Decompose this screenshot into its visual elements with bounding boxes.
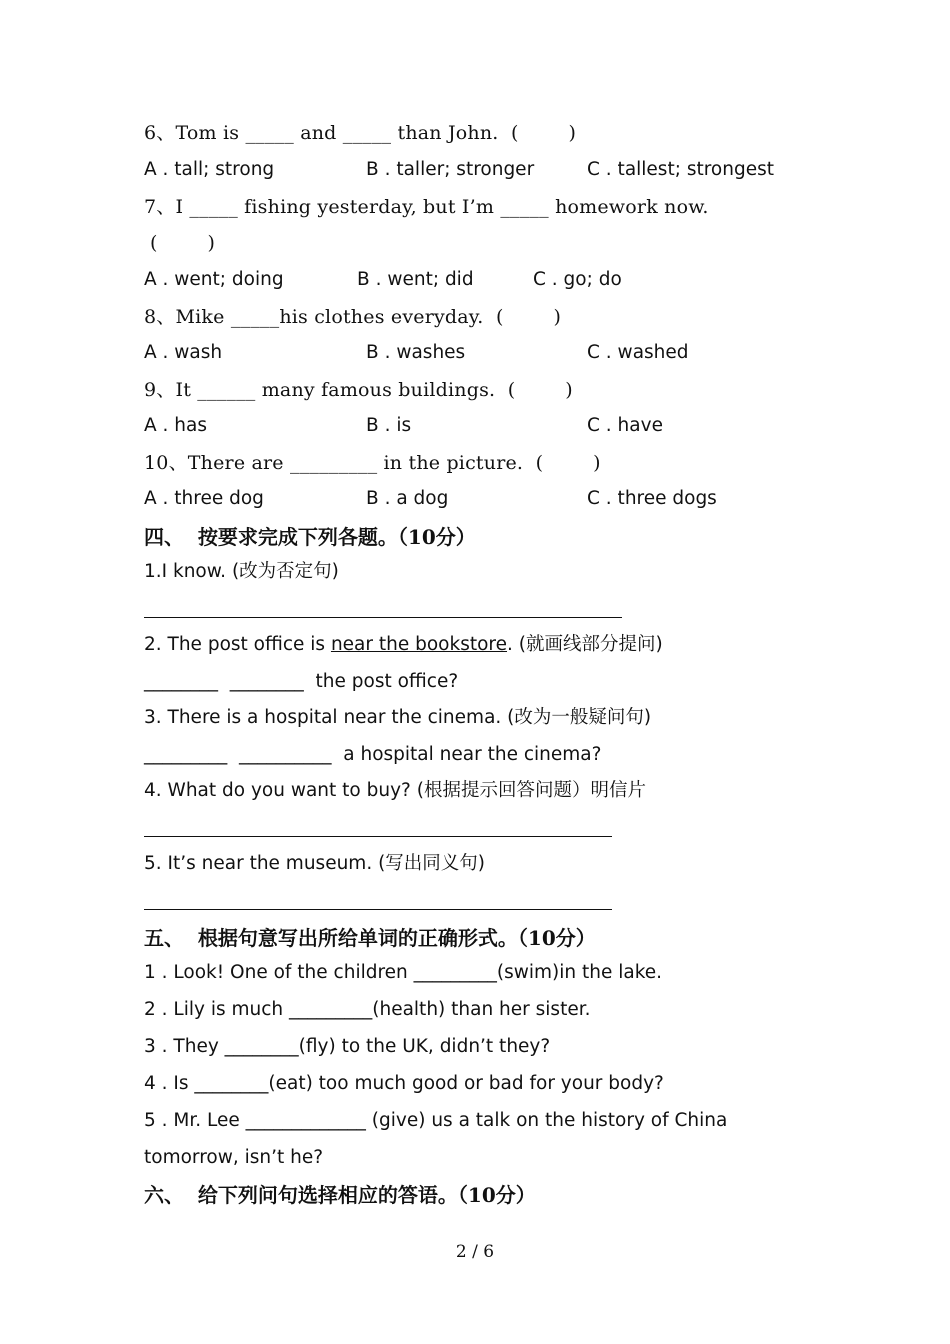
- q8-option-a: A . wash: [144, 342, 223, 363]
- q9-option-c: C . have: [587, 415, 663, 436]
- s4-q2-answer: ________ ________ the post office?: [144, 671, 459, 692]
- question-10: 10、There are _________ in the picture. ( ): [144, 452, 601, 474]
- q8-option-c: C . washed: [587, 342, 689, 363]
- q7-option-b: B . went; did: [357, 269, 474, 290]
- page-number: 2 / 6: [455, 1242, 495, 1262]
- q6-option-a: A . tall; strong: [144, 159, 275, 180]
- q9-option-b: B . is: [366, 415, 412, 436]
- s4-q1-answer-line: [144, 617, 622, 618]
- s4-q5-answer-line: [144, 909, 612, 910]
- question-8: 8、Mike _____his clothes everyday. ( ): [144, 306, 562, 328]
- s5-item-3: 3 . They ________(fly) to the UK, didn’t they?: [144, 1036, 551, 1057]
- question-7-answer-bracket: ( ): [150, 232, 216, 254]
- q10-option-c: C . three dogs: [587, 488, 717, 509]
- q7-option-a: A . went; doing: [144, 269, 284, 290]
- s5-item-4: 4 . Is ________(eat) too much good or bad for your body?: [144, 1073, 664, 1094]
- q7-option-c: C . go; do: [533, 269, 622, 290]
- s4-question-5: 5. It’s near the museum. (写出同义句): [144, 853, 486, 874]
- s4-question-3: 3. There is a hospital near the cinema. (改为一般疑问句): [144, 707, 652, 728]
- s5-item-5-continued: tomorrow, isn’t he?: [144, 1147, 324, 1168]
- section-6-heading: 六、 给下列问句选择相应的答语。（10分）: [144, 1183, 536, 1207]
- s5-item-5: 5 . Mr. Lee _____________ (give) us a talk on the history of China: [144, 1110, 728, 1131]
- question-7: 7、I _____ fishing yesterday, but I’m _____ homework now.: [144, 196, 709, 218]
- question-9: 9、It ______ many famous buildings. ( ): [144, 379, 573, 401]
- q6-option-c: C . tallest; strongest: [587, 159, 774, 180]
- q10-option-b: B . a dog: [366, 488, 449, 509]
- s4-q2-underlined-phrase: near the bookstore: [330, 634, 508, 655]
- s4-q2-text: 2. The post office is: [144, 634, 331, 655]
- section-4-heading: 四、 按要求完成下列各题。（10分）: [144, 525, 476, 549]
- s4-q4-answer-line: [144, 836, 612, 837]
- s4-q3-answer: _________ __________ a hospital near the cinema?: [144, 744, 602, 765]
- section-5-heading: 五、 根据句意写出所给单词的正确形式。（10分）: [144, 926, 596, 950]
- s4-question-4: 4. What do you want to buy? (根据提示回答问题）明信片: [144, 780, 646, 801]
- q8-option-b: B . washes: [366, 342, 466, 363]
- s5-item-1: 1 . Look! One of the children _________(swim)in the lake.: [144, 962, 663, 983]
- s4-q2-instruction: . (就画线部分提问): [507, 634, 663, 655]
- s4-question-2: [144, 636, 663, 655]
- s5-item-2: 2 . Lily is much _________(health) than her sister.: [144, 999, 591, 1020]
- q10-option-a: A . three dog: [144, 488, 264, 509]
- s4-question-1: 1.I know. (改为否定句): [144, 561, 339, 582]
- q9-option-a: A . has: [144, 415, 207, 436]
- question-6: 6、Tom is _____ and _____ than John. ( ): [144, 122, 577, 144]
- q6-option-b: B . taller; stronger: [366, 159, 535, 180]
